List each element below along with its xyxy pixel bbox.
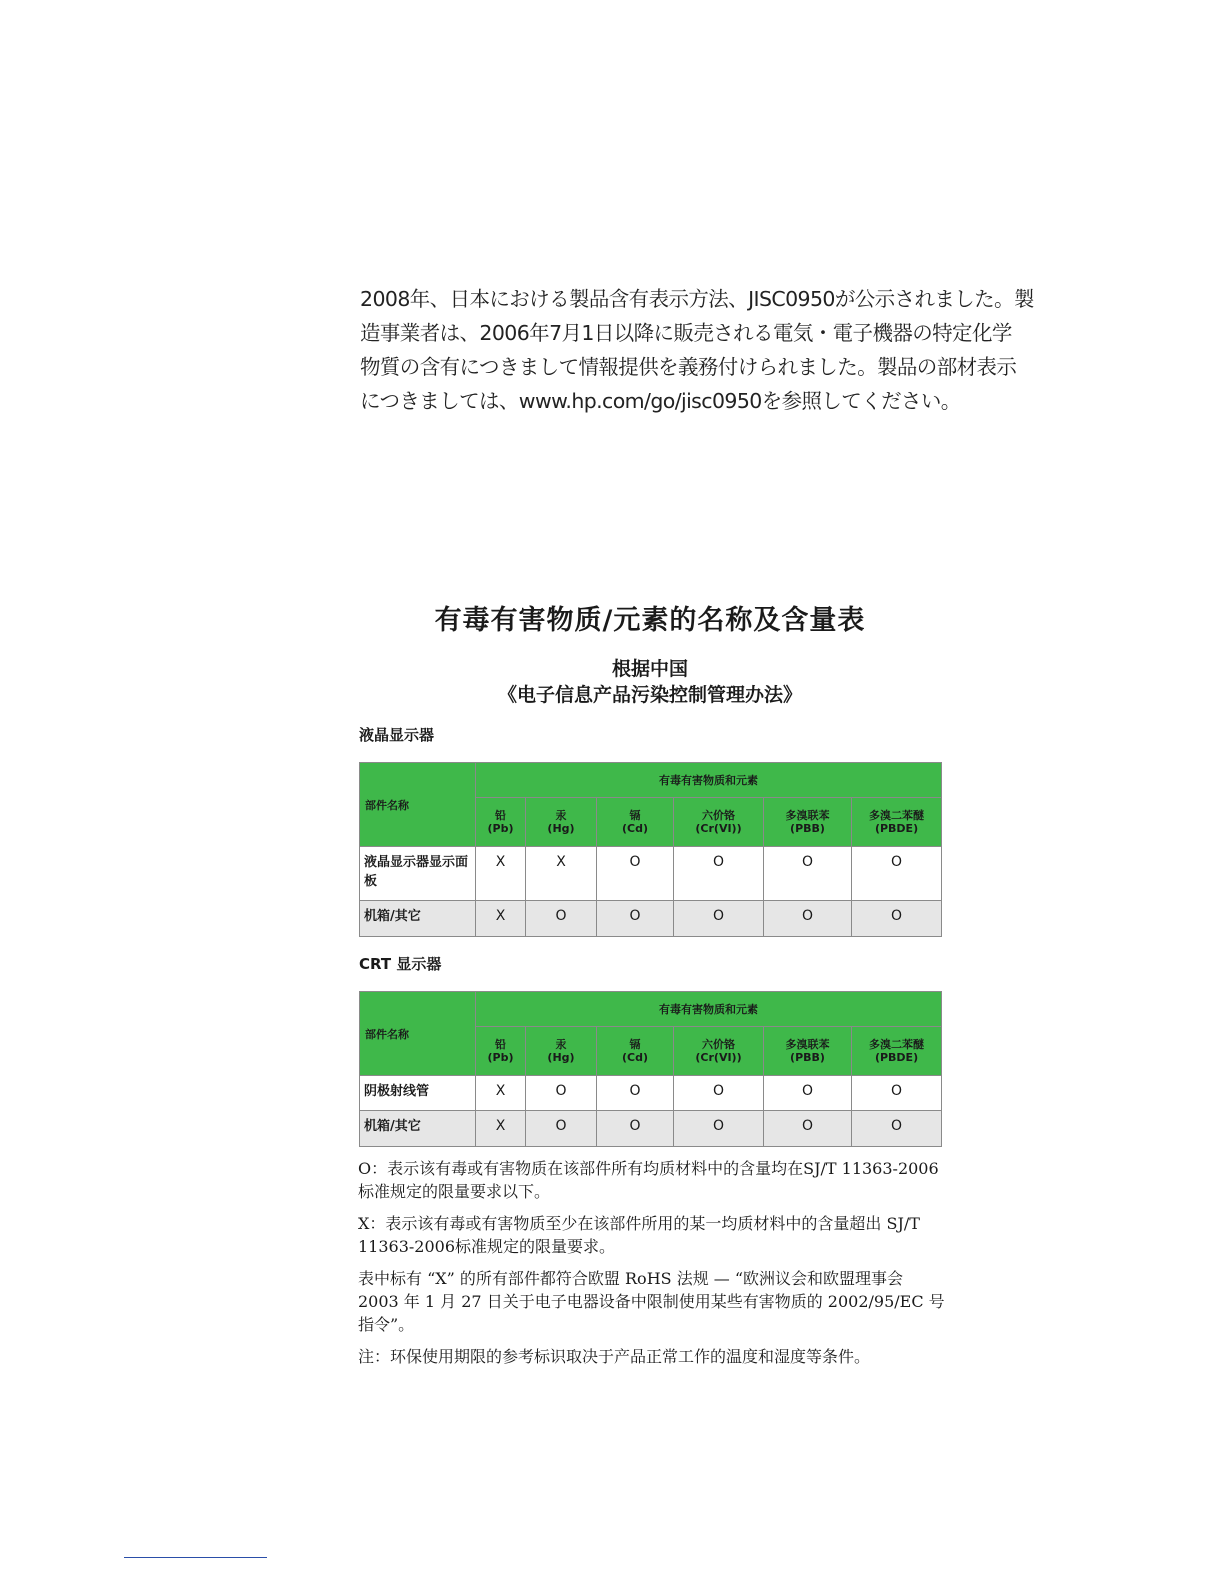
section-label-crt: CRT 显示器 (359, 955, 442, 973)
value-cell: O (526, 1076, 597, 1111)
column-header-cn: 六价铬 (702, 1038, 735, 1051)
column-header-cn: 多溴联苯 (785, 809, 830, 822)
note-x-definition: X：表示该有毒或有害物质至少在该部件所用的某一均质材料中的含量超出 SJ/T 11363-2006标准规定的限量要求。 (358, 1214, 920, 1256)
column-header-cn: 镉 (629, 809, 641, 822)
japanese-notice-line: 物質の含有につきまして情報提供を義務付けられました。製品の部材表示 (360, 355, 1017, 379)
column-header-symbol: (Cd) (621, 1051, 648, 1064)
table-row (360, 901, 942, 937)
substance-group-header: 有毒有害物质和元素 (476, 992, 942, 1027)
substance-table-lcd (359, 762, 942, 937)
value-cell: X (476, 901, 526, 937)
value-cell: O (597, 1076, 674, 1111)
substance-table-crt (359, 991, 942, 1147)
page-title: 有毒有害物质/元素的名称及含量表 (434, 605, 866, 636)
value-cell: O (764, 1111, 852, 1147)
subtitle-line: 《电子信息产品污染控制管理办法》 (497, 684, 802, 706)
column-header-symbol: (Cr(VI)) (695, 1051, 742, 1064)
part-name-cell: 阴极射线管 (360, 1076, 476, 1111)
column-header-pbb (764, 798, 852, 847)
column-header-symbol: (PBDE) (874, 822, 919, 835)
column-header-cn: 汞 (555, 809, 567, 822)
legend-notes (358, 1157, 948, 1377)
value-cell: O (597, 901, 674, 937)
value-cell: O (764, 847, 852, 901)
column-header-pbb (764, 1027, 852, 1076)
value-cell: O (674, 1111, 764, 1147)
note-o-definition: O：表示该有毒或有害物质在该部件所有均质材料中的含量均在SJ/T 11363-2006标准规定的限量要求以下。 (358, 1159, 939, 1201)
value-cell: O (852, 901, 942, 937)
column-header-pbde (852, 798, 942, 847)
column-header-symbol: (Hg) (547, 1051, 575, 1064)
footer-rule (124, 1557, 267, 1558)
subtitle-line: 根据中国 (611, 658, 688, 680)
column-header-cr6 (674, 798, 764, 847)
part-name-header: 部件名称 (360, 992, 476, 1076)
page-subtitle (360, 656, 940, 708)
value-cell: O (764, 901, 852, 937)
column-header-cn: 六价铬 (702, 809, 735, 822)
table-row (360, 1111, 942, 1147)
column-header-symbol: (Pb) (487, 822, 514, 835)
column-header-symbol: (PBB) (790, 1051, 825, 1064)
section-label-lcd: 液晶显示器 (359, 726, 435, 744)
value-cell: O (597, 847, 674, 901)
value-cell: O (674, 1076, 764, 1111)
column-header-pb (476, 798, 526, 847)
value-cell: O (852, 1076, 942, 1111)
japanese-notice-line: につきましては、www.hp.com/go/jisc0950を参照してください。 (360, 389, 961, 413)
substance-group-header: 有毒有害物质和元素 (476, 763, 942, 798)
table-row (360, 1076, 942, 1111)
column-header-cd (597, 798, 674, 847)
column-header-cn: 多溴二苯醚 (869, 809, 925, 822)
part-name-cell: 机箱/其它 (360, 901, 476, 937)
part-name-cell: 液晶显示器显示面板 (360, 847, 476, 901)
value-cell: O (764, 1076, 852, 1111)
value-cell: O (674, 901, 764, 937)
column-header-cr6 (674, 1027, 764, 1076)
value-cell: X (476, 847, 526, 901)
column-header-cn: 多溴二苯醚 (869, 1038, 925, 1051)
column-header-symbol: (Pb) (487, 1051, 514, 1064)
value-cell: O (526, 901, 597, 937)
value-cell: O (852, 847, 942, 901)
value-cell: X (476, 1076, 526, 1111)
value-cell: X (476, 1111, 526, 1147)
column-header-hg (526, 1027, 597, 1076)
column-header-symbol: (PBB) (790, 822, 825, 835)
value-cell: O (852, 1111, 942, 1147)
part-name-header: 部件名称 (360, 763, 476, 847)
column-header-cd (597, 1027, 674, 1076)
column-header-pb (476, 1027, 526, 1076)
japanese-notice-line: 造事業者は、2006年7月1日以降に販売される電気・電子機器の特定化学 (360, 321, 1012, 345)
japanese-notice-line: 2008年、日本における製品含有表示方法、JISC0950が公示されました。製 (360, 287, 1034, 311)
column-header-cn: 多溴联苯 (785, 1038, 830, 1051)
column-header-cn: 镉 (629, 1038, 641, 1051)
value-cell: X (526, 847, 597, 901)
value-cell: O (674, 847, 764, 901)
column-header-cn: 铅 (495, 809, 506, 822)
table-row (360, 847, 942, 901)
column-header-cn: 汞 (555, 1038, 567, 1051)
part-name-cell: 机箱/其它 (360, 1111, 476, 1147)
column-header-symbol: (PBDE) (874, 1051, 919, 1064)
column-header-symbol: (Cd) (621, 822, 648, 835)
value-cell: O (526, 1111, 597, 1147)
note-environmental-period: 注：环保使用期限的参考标识取决于产品正常工作的温度和湿度等条件。 (358, 1347, 871, 1366)
column-header-symbol: (Cr(VI)) (695, 822, 742, 835)
japanese-notice (360, 282, 1034, 418)
column-header-cn: 铅 (495, 1038, 506, 1051)
column-header-pbde (852, 1027, 942, 1076)
column-header-symbol: (Hg) (547, 822, 575, 835)
column-header-hg (526, 798, 597, 847)
value-cell: O (597, 1111, 674, 1147)
note-rohs-compliance: 表中标有 “X” 的所有部件都符合欧盟 RoHS 法规 — “欧洲议会和欧盟理事会 2003 年 1 月 27 日关于电子电器设备中限制使用某些有害物质的 2002/95/EC 号指令”。 (358, 1269, 945, 1334)
